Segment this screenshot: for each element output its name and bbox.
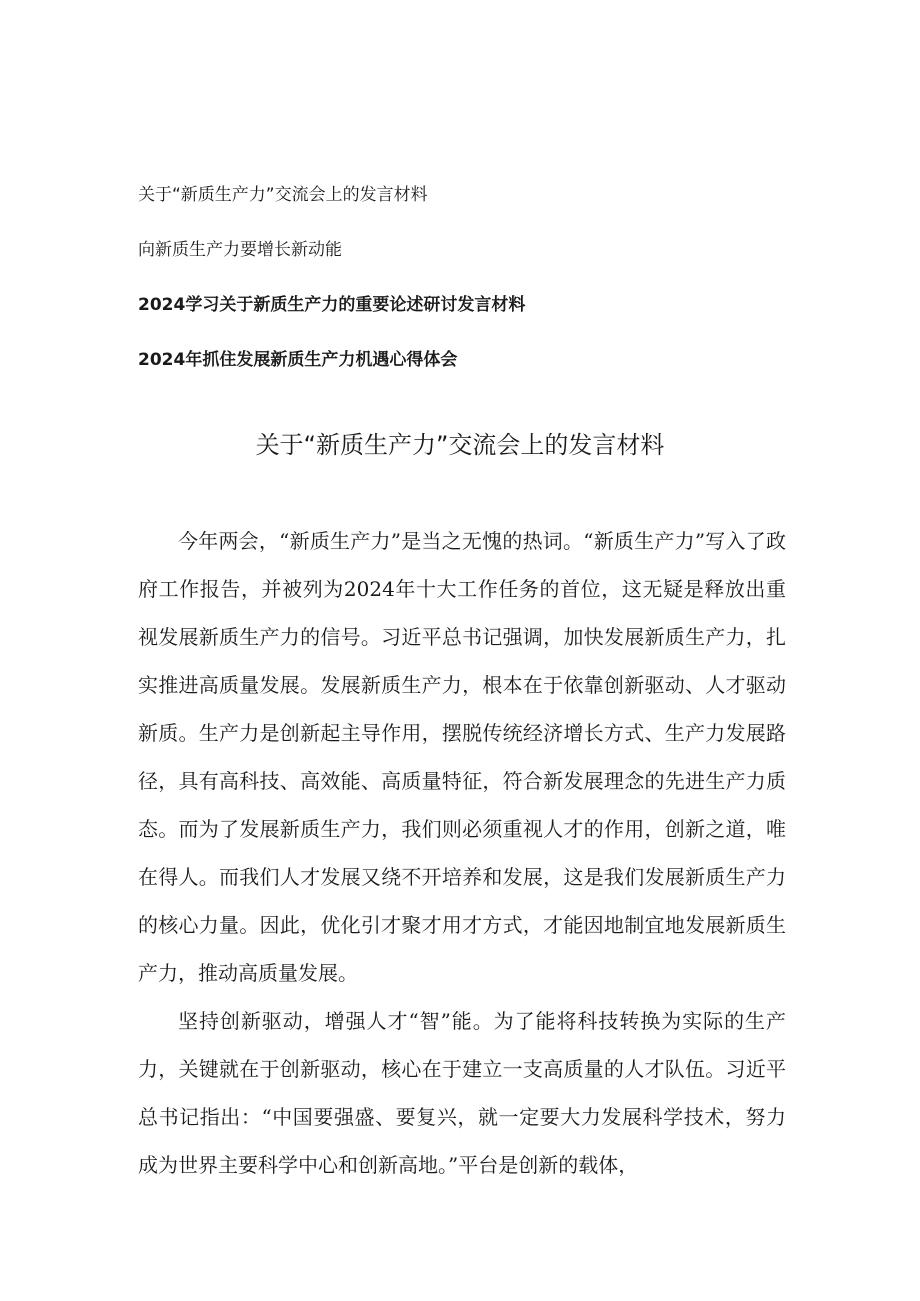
paragraph-2: 坚持创新驱动，增强人才“智”能。为了能将科技转换为实际的生产力，关键就在于创新驱动，核心在于建立一支高质量的人才队伍。习近平总书记指出：“中国要强盛、要复兴，就一定要大力发展科学技术，努力成为世界主要科学中心和创新高地。”平台是创新的载体，: [138, 1009, 786, 1177]
document-title: 关于“新质生产力”交流会上的发言材料: [255, 431, 665, 459]
document-body: [138, 517, 786, 1189]
toc-item-1[interactable]: 关于“新质生产力”交流会上的发言材料: [138, 185, 428, 205]
table-of-contents: [138, 184, 858, 404]
toc-item-2[interactable]: 向新质生产力要增长新动能: [138, 240, 342, 260]
toc-item-3[interactable]: 2024学习关于新质生产力的重要论述研讨发言材料: [138, 295, 526, 315]
paragraph-1: 今年两会，“新质生产力”是当之无愧的热词。“新质生产力”写入了政府工作报告，并被列为2024年十大工作任务的首位，这无疑是释放出重视发展新质生产力的信号。习近平总书记强调，加快发展新质生产力，扎实推进高质量发展。发展新质生产力，根本在于依靠创新驱动、人才驱动新质。生产力是创新起主导作用，摆脱传统经济增长方式、生产力发展路径，具有高科技、高效能、高质量特征，符合新发展理念的先进生产力质态。而为了发展新质生产力，我们则必须重视人才的作用，创新之道，唯在得人。而我们人才发展又绕不开培养和发展，这是我们发展新质生产力的核心力量。因此，优化引才聚才用才方式，才能因地制宜地发展新质生产力，推动高质量发展。: [138, 529, 786, 985]
toc-item-4[interactable]: 2024年抓住发展新质生产力机遇心得体会: [138, 350, 458, 370]
